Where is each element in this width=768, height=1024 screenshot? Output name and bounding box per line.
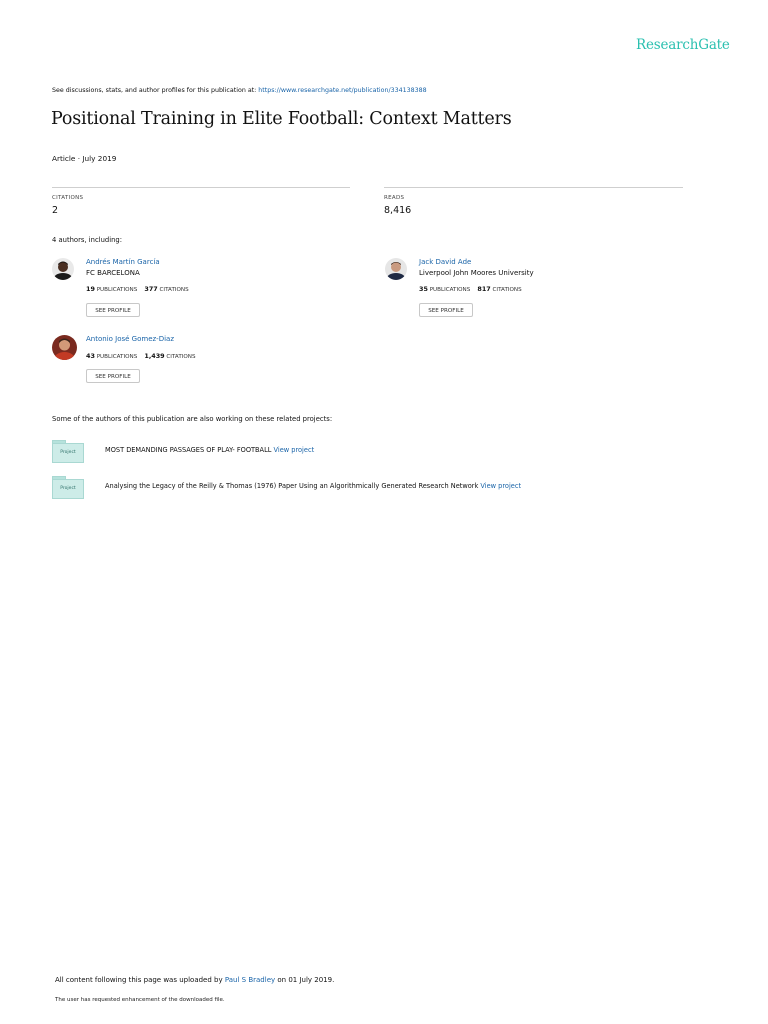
reads-label: READS [384, 195, 405, 201]
citations-label: CITATIONS [492, 287, 522, 293]
citations-label: CITATIONS [52, 195, 84, 201]
see-profile-button[interactable]: SEE PROFILE [86, 303, 140, 317]
author-stats [86, 352, 196, 360]
publications-label: PUBLICATIONS [429, 287, 471, 293]
upload-prefix: All content following this page was uploaded by [55, 976, 223, 984]
citations-count: 817 [477, 285, 491, 293]
publications-count: 43 [86, 352, 95, 360]
publications-count: 19 [86, 285, 95, 293]
author-name-link[interactable]: Antonio José Gomez-Diaz [86, 335, 174, 343]
related-projects-heading: Some of the authors of this publication are also working on these related projects: [52, 415, 333, 423]
author-name-link[interactable]: Andrés Martín García [86, 258, 160, 266]
project-title-text: MOST DEMANDING PASSAGES OF PLAY- FOOTBALL [105, 446, 272, 454]
citations-count: 1,439 [144, 352, 165, 360]
authors-heading: 4 authors, including: [52, 236, 122, 244]
researchgate-logo[interactable]: ResearchGate [636, 37, 730, 53]
project-item [52, 476, 702, 498]
discussion-line [52, 87, 427, 94]
uploader-link[interactable]: Paul S Bradley [224, 976, 276, 984]
avatar[interactable] [52, 335, 77, 360]
citations-divider [52, 187, 350, 188]
upload-suffix: on 01 July 2019. [277, 976, 335, 984]
author-card [52, 258, 352, 318]
author-institution: Liverpool John Moores University [419, 269, 534, 277]
citations-value: 2 [52, 205, 59, 216]
citations-label: CITATIONS [166, 354, 196, 360]
enhancement-note: The user has requested enhancement of the downloaded file. [55, 997, 225, 1003]
author-card [52, 335, 352, 395]
project-icon-label: Project [52, 479, 84, 499]
author-name-link[interactable]: Jack David Ade [419, 258, 472, 266]
author-card [385, 258, 685, 318]
view-project-link[interactable]: View project [480, 482, 522, 490]
project-icon-label: Project [52, 443, 84, 463]
upload-note [55, 976, 334, 984]
avatar[interactable] [52, 258, 74, 280]
see-profile-button[interactable]: SEE PROFILE [419, 303, 473, 317]
citations-count: 377 [144, 285, 158, 293]
publication-title: Positional Training in Elite Football: Context Matters [51, 109, 512, 129]
see-profile-button[interactable]: SEE PROFILE [86, 369, 140, 383]
reads-divider [384, 187, 683, 188]
project-title [105, 446, 314, 454]
discussion-text: See discussions, stats, and author profiles for this publication at: [52, 87, 257, 94]
publications-label: PUBLICATIONS [96, 354, 138, 360]
publication-url-link[interactable]: https://www.researchgate.net/publication/334138388 [258, 87, 427, 94]
avatar[interactable] [385, 258, 407, 280]
publications-count: 35 [419, 285, 428, 293]
citations-label: CITATIONS [159, 287, 189, 293]
author-institution: FC BARCELONA [86, 269, 140, 277]
project-item [52, 440, 702, 462]
view-project-link[interactable]: View project [273, 446, 315, 454]
project-folder-icon [52, 476, 83, 498]
author-stats [86, 285, 189, 293]
project-title [105, 482, 521, 490]
project-folder-icon [52, 440, 83, 462]
reads-value: 8,416 [384, 205, 412, 216]
project-title-text: Analysing the Legacy of the Reilly & Thomas (1976) Paper Using an Algorithmically Generated Research Network [105, 482, 479, 490]
publications-label: PUBLICATIONS [96, 287, 138, 293]
author-stats [419, 285, 522, 293]
publication-meta: Article · July 2019 [52, 154, 117, 163]
